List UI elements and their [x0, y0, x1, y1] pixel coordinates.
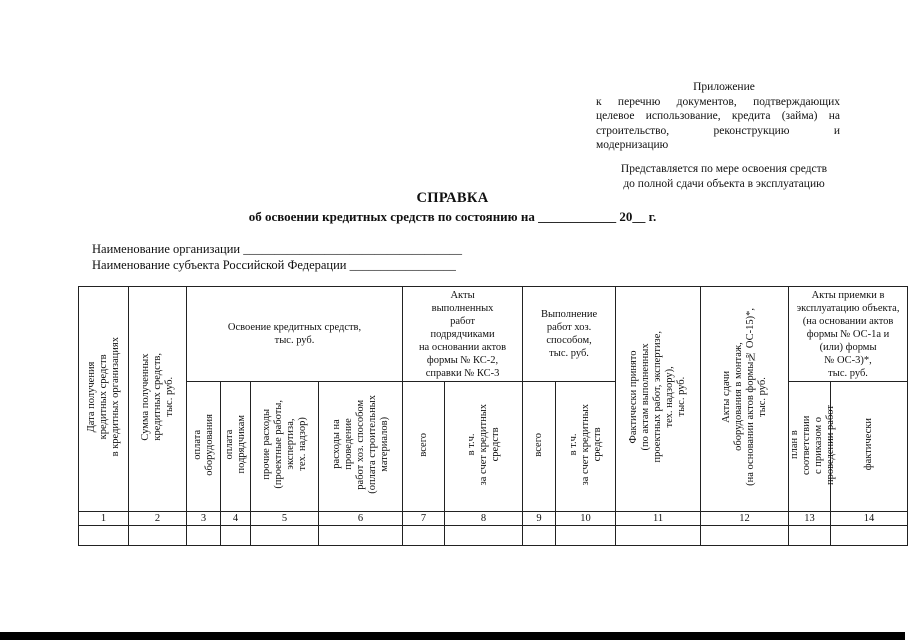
appendix-line: целевое использование, кредита (займа) на	[596, 110, 840, 122]
subheader-vtch-1: в т.ч. за счет кредитных средств	[445, 382, 523, 512]
subheader-rashody: расходы на проведение работ хоз. способом (оплата строительных материалов)	[319, 382, 403, 512]
subheader-prochie: прочие расходы (проектные работы, экспертиза, тех. надзор)	[251, 382, 319, 512]
column-number: 4	[221, 512, 251, 526]
col-header-fact: Фактически принято (по актам выполненных проектных работ, экспертизе, тех. надзору), тыс. руб.	[616, 287, 701, 512]
column-number: 14	[831, 512, 908, 526]
subheader-oborud: оплата оборудования	[187, 382, 221, 512]
column-number: 3	[187, 512, 221, 526]
credit-usage-table	[78, 286, 908, 546]
table-cell	[556, 526, 616, 546]
col-header-sum: Сумма полученных кредитных средств, тыс. руб.	[129, 287, 187, 512]
column-number: 12	[701, 512, 789, 526]
table-cell	[831, 526, 908, 546]
table-cell	[187, 526, 221, 546]
organization-name-line: Наименование организации ___________________________________	[92, 242, 462, 256]
empty-data-row	[79, 526, 908, 546]
table-cell	[789, 526, 831, 546]
column-number: 2	[129, 512, 187, 526]
subheader-vsego-2: всего	[523, 382, 556, 512]
column-number: 1	[79, 512, 129, 526]
appendix-title: Приложение	[693, 81, 755, 93]
region-name-line: Наименование субъекта Российской Федерации _________________	[92, 258, 456, 272]
subheader-fakt: фактически	[831, 382, 908, 512]
document-title: СПРАВКА	[416, 190, 489, 206]
organization-fields	[92, 241, 462, 273]
subheader-plan: план в соответствии с приказом о проведении работ	[789, 382, 831, 512]
column-number: 6	[319, 512, 403, 526]
table-cell	[403, 526, 445, 546]
col-header-akty-ks: Акты выполненных работ подрядчиками на основании актов формы № КС-2, справки № КС-3	[403, 287, 523, 382]
column-number: 8	[445, 512, 523, 526]
subheader-vtch-2: в т.ч. за счет кредитных средств	[556, 382, 616, 512]
column-number: 10	[556, 512, 616, 526]
col-header-hoz: Выполнение работ хоз. способом, тыс. руб.	[523, 287, 616, 382]
table-cell	[221, 526, 251, 546]
col-header-osvoenie: Освоение кредитных средств, тыс. руб.	[187, 287, 403, 382]
column-number: 7	[403, 512, 445, 526]
subheader-vsego-1: всего	[403, 382, 445, 512]
table-cell	[523, 526, 556, 546]
appendix-line: строительство, реконструкцию и	[596, 124, 840, 137]
table-cell	[79, 526, 129, 546]
col-header-date: Дата получения кредитных средств в кредитных организациях	[79, 287, 129, 512]
note-line: до полной сдачи объекта в эксплуатацию	[623, 178, 825, 190]
submission-note	[596, 162, 852, 192]
table-cell	[129, 526, 187, 546]
table-cell	[319, 526, 403, 546]
appendix-line: модернизацию	[596, 139, 669, 151]
column-numbers-row	[79, 512, 908, 526]
column-number: 9	[523, 512, 556, 526]
col-header-priemka: Акты приемки в эксплуатацию объекта, (на основании актов формы № ОС-1а и (или) формы № ОС-3)*, тыс. руб.	[789, 287, 908, 382]
appendix-line: к перечню документов, подтверждающих	[596, 95, 840, 108]
column-number: 11	[616, 512, 701, 526]
scan-edge-bar	[0, 632, 905, 640]
note-line: Представляется по мере освоения средств	[620, 163, 828, 175]
table-cell	[616, 526, 701, 546]
table-cell	[701, 526, 789, 546]
col-header-montazh: Акты сдачи оборудования в монтаж, (на основании актов формы№ ОС-15)*, тыс. руб.	[701, 287, 789, 512]
document-subtitle: об освоении кредитных средств по состоянию на ____________ 20__ г.	[248, 209, 657, 224]
table-cell	[251, 526, 319, 546]
subheader-podr: оплата подрядчикам	[221, 382, 251, 512]
appendix-block	[596, 80, 840, 153]
table-cell	[445, 526, 523, 546]
column-number: 5	[251, 512, 319, 526]
column-number: 13	[789, 512, 831, 526]
